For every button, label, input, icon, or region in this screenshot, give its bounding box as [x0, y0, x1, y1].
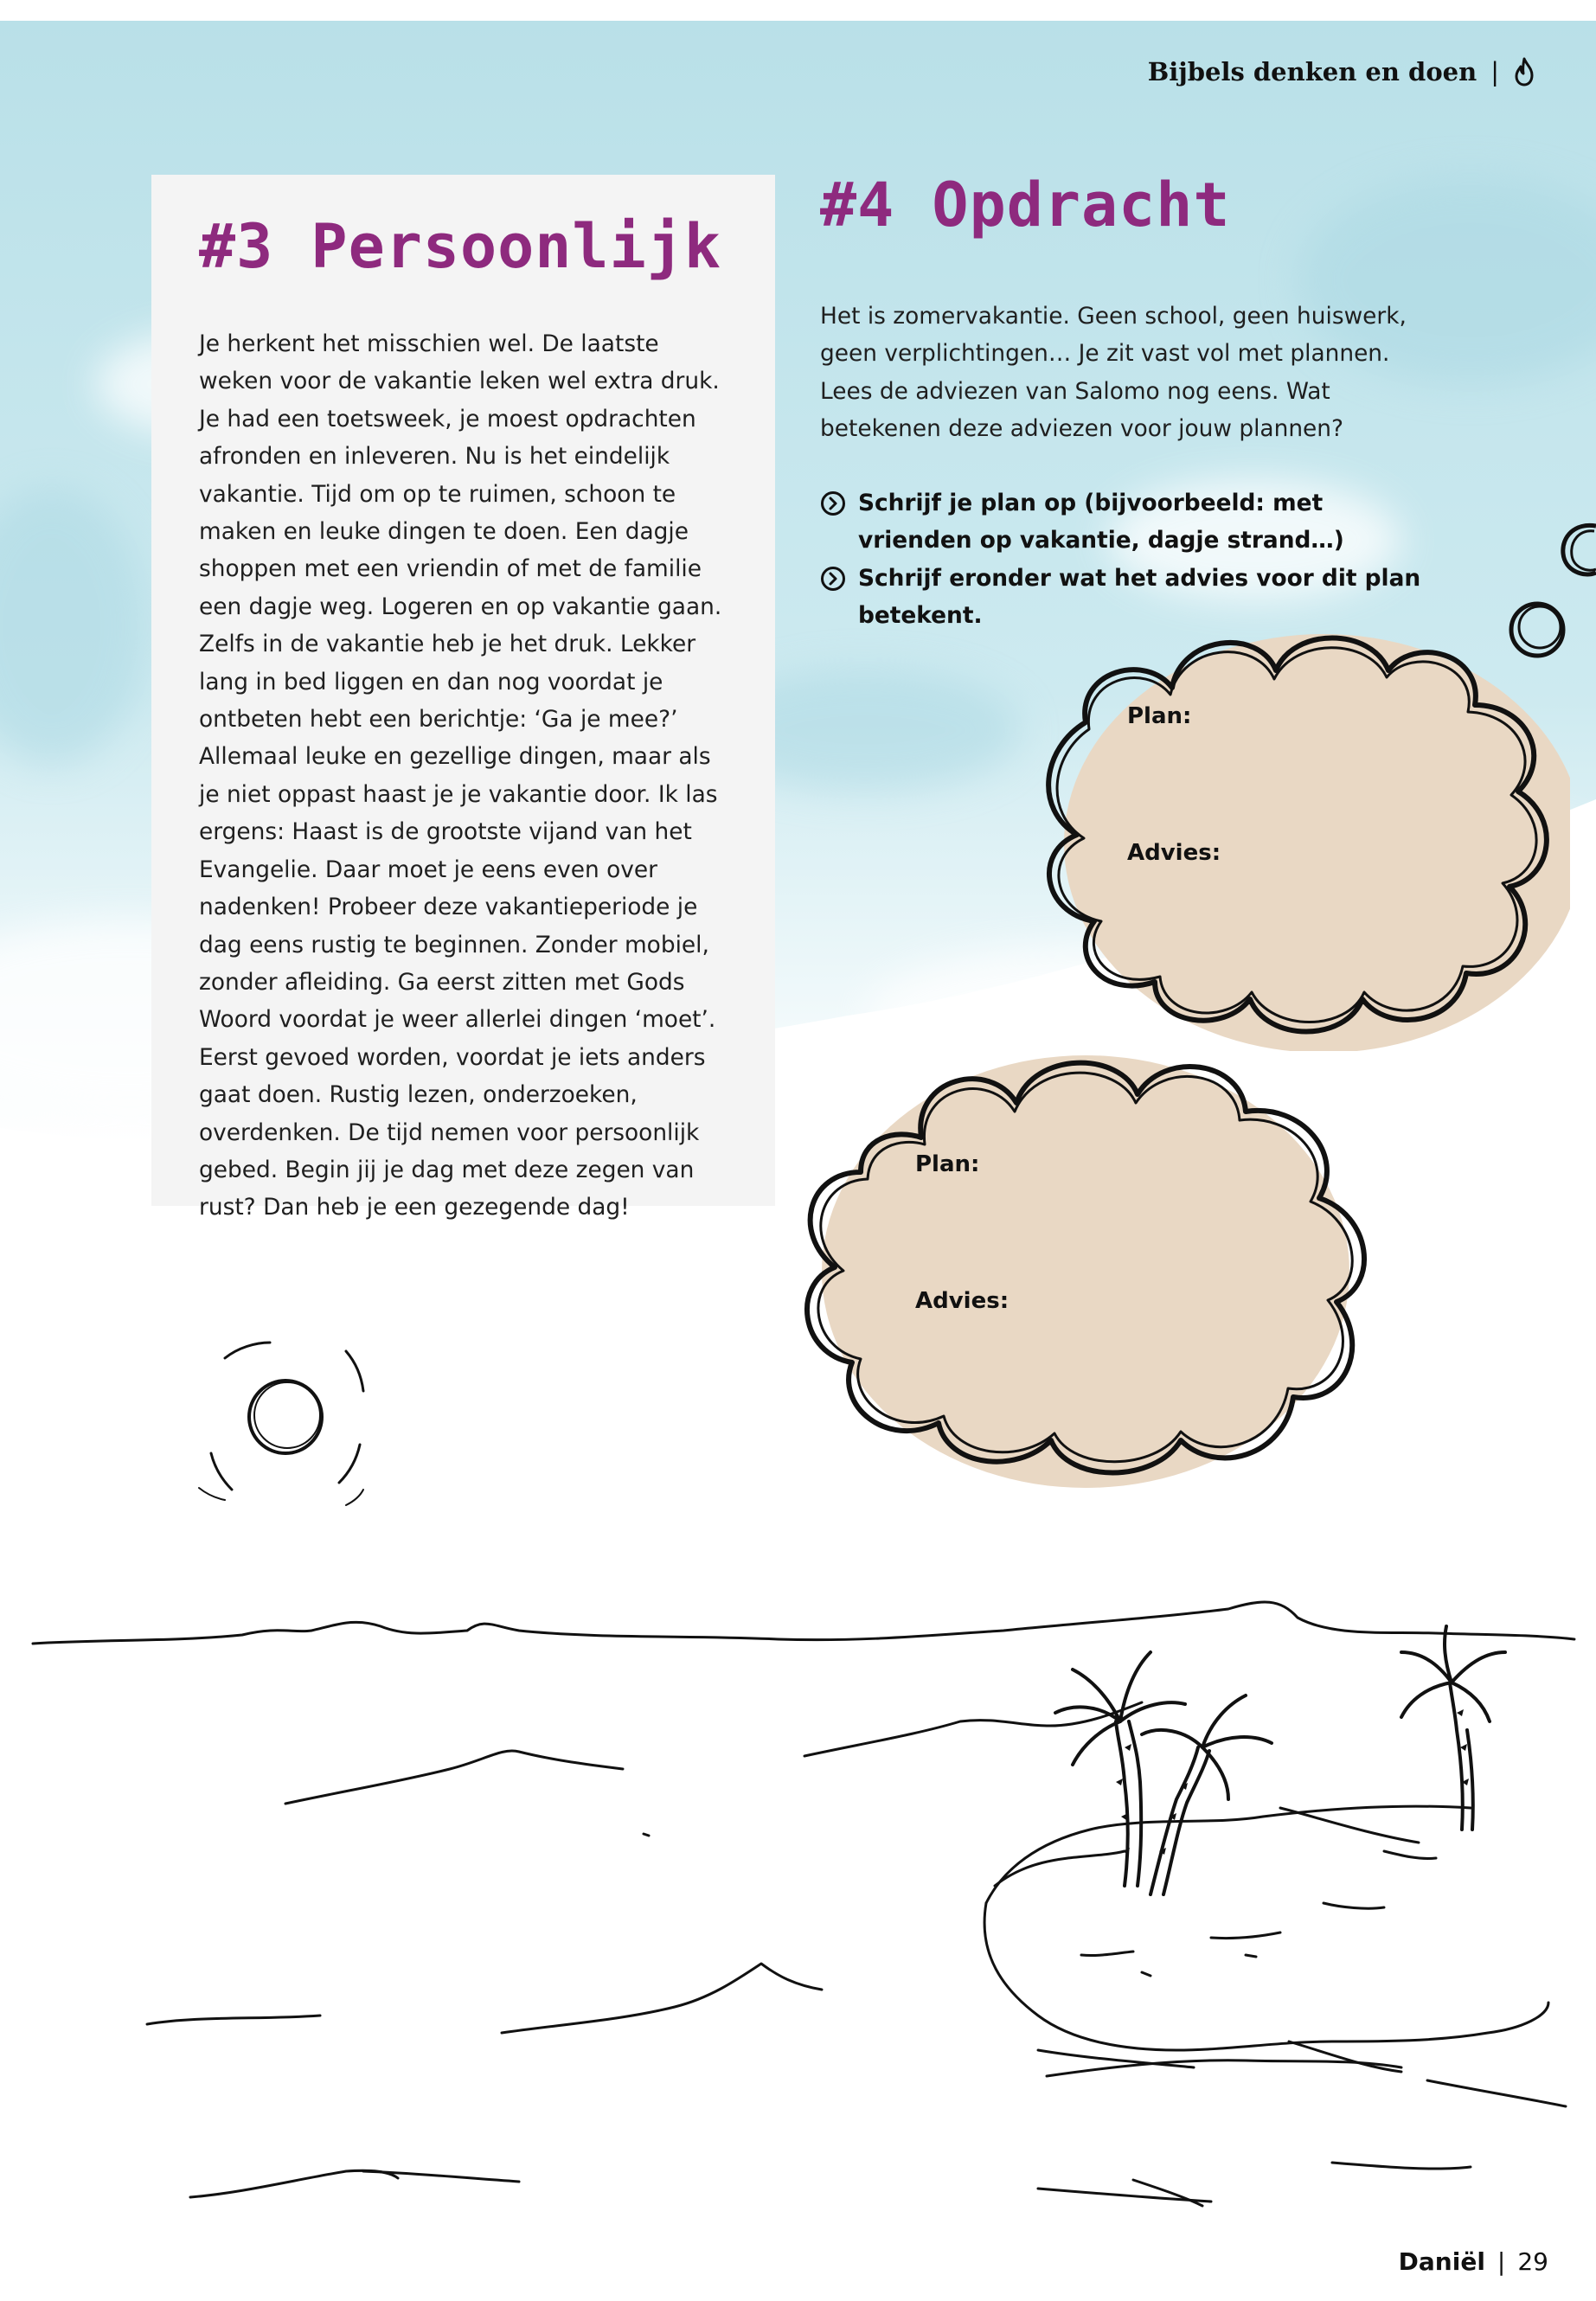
- cloud2-plan-label: Plan:: [915, 1151, 980, 1177]
- chevron-right-circle-icon: [820, 490, 846, 516]
- chevron-right-circle-icon: [820, 566, 846, 592]
- cloud2-advice-label: Advies:: [915, 1288, 1010, 1314]
- page-footer: [1399, 2247, 1548, 2276]
- page-number: 29: [1517, 2247, 1548, 2276]
- thought-cloud-1: [1025, 619, 1570, 1051]
- section4-intro: Het is zomervakantie. Geen school, geen huiswerk, geen verplichtingen… Je zit vast vol met plannen. Lees de adviezen van Salomo nog eens. Wat betekenen deze adviezen voor jouw plannen?: [820, 303, 1407, 443]
- cloud1-advice-label: Advies:: [1127, 840, 1221, 866]
- footer-separator: |: [1497, 2247, 1506, 2276]
- cloud1-plan-label: Plan:: [1127, 703, 1192, 729]
- page-header: [1148, 57, 1535, 87]
- header-separator: |: [1490, 57, 1499, 87]
- footer-book: Daniël: [1398, 2247, 1485, 2276]
- step-text: Schrijf je plan op (bijvoorbeeld: met vrienden op vakantie, dagje strand…): [858, 490, 1344, 554]
- sea-island-sketch: [0, 1298, 1596, 2249]
- step-item: [820, 484, 1443, 560]
- persoonlijk-panel: [151, 175, 775, 1221]
- flame-icon: [1513, 57, 1535, 87]
- series-title: Bijbels denken en doen: [1147, 57, 1477, 87]
- assignment-steps: [820, 484, 1443, 635]
- section4-title: #4 Opdracht: [820, 170, 1231, 240]
- section3-body: Je herkent het misschien wel. De laatste weken voor de vakantie leken wel extra druk. Je had een toetsweek, je moest opdrachten afronden en inleveren. Nu is het eindelijk vakantie. Tijd om op te ruimen, schoon te maken en leuke dingen te doen. Een dagje shoppen met een vriendin of met de familie een dagje weg. Logeren en op vakantie gaan. Zelfs in de vakantie heb je het druk. Lekker lang in bed liggen en dan nog voordat je ontbeten hebt een berichtje: ‘Ga je mee?’ Allemaal leuke en gezellige dingen, maar als je niet oppast haast je je vakantie door. Ik las ergens: Haast is de grootste vijand van het Evangelie. Daar moet je eens even over nadenken! Probeer deze vakantieperiode je dag eens rustig te beginnen. Zonder mobiel, zonder afleiding. Ga eerst zitten met Gods Woord voordat je weer allerlei dingen ‘moet’. Eerst gevoed worden, voordat je iets anders gaat doen. Rustig lezen, onderzoeken, overdenken. De tijd nemen voor persoonlijk gebed. Begin jij je dag met deze zegen van rust? Dan heb je een gezegende dag!: [199, 330, 722, 1221]
- step-text: Schrijf eronder wat het advies voor dit plan betekent.: [858, 564, 1421, 630]
- section3-title: #3 Persoonlijk: [199, 211, 722, 282]
